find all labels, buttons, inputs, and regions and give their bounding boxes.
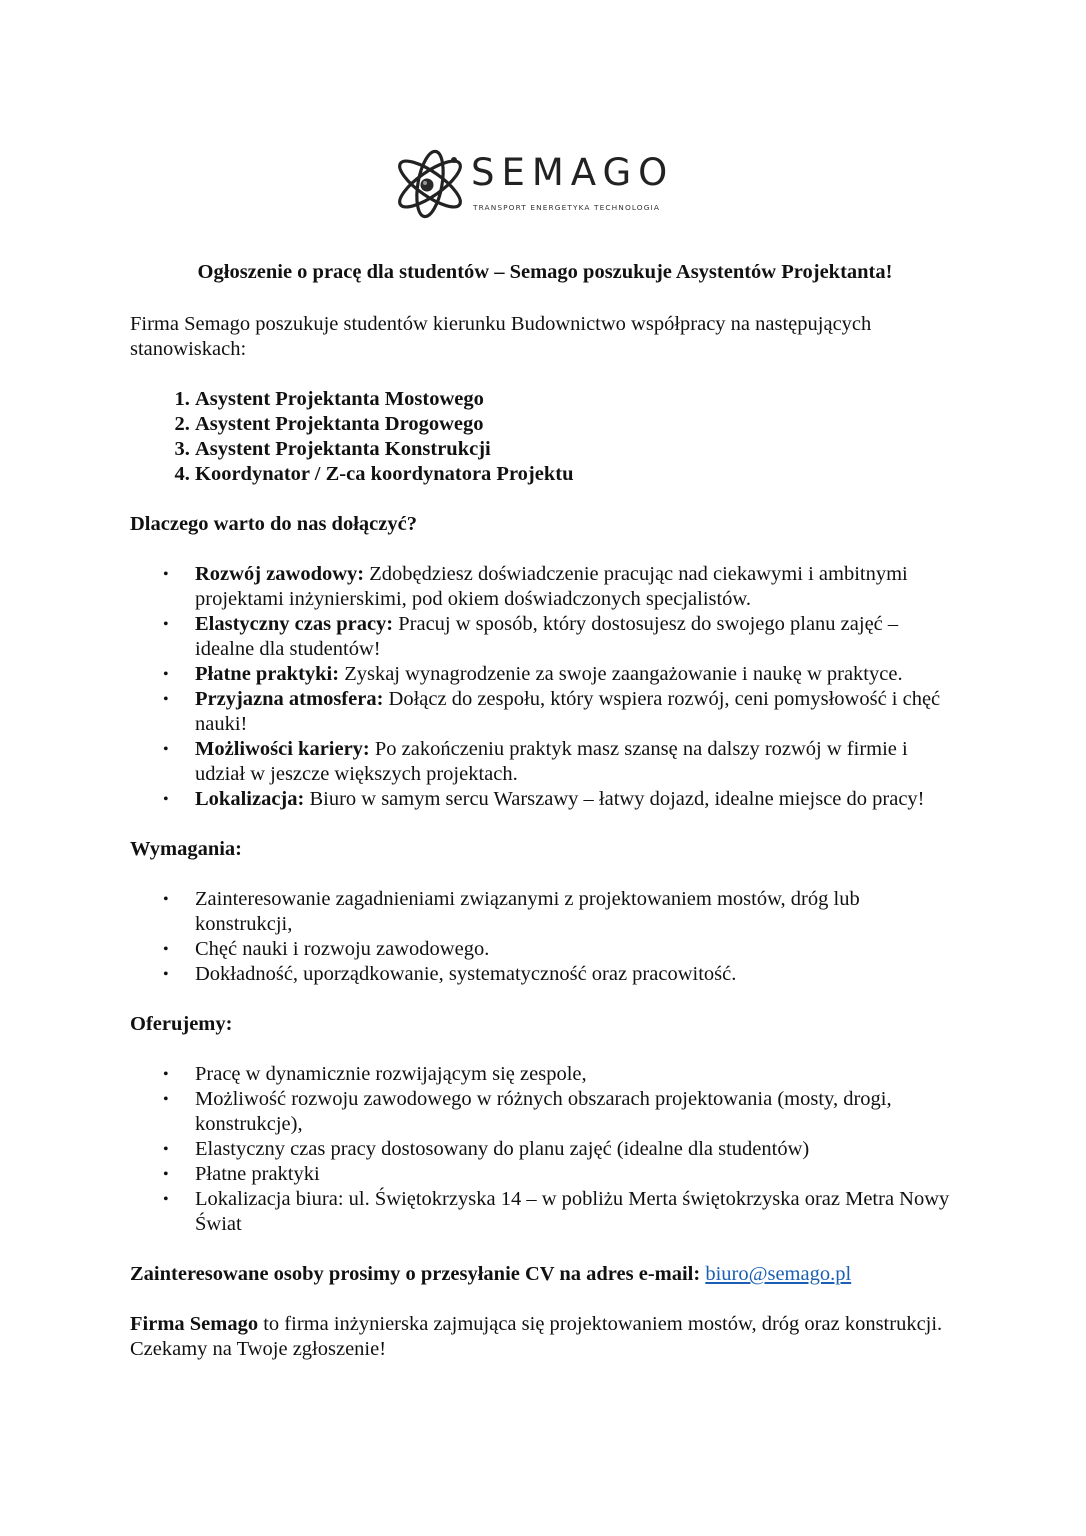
closing-paragraph	[130, 1312, 960, 1362]
offer-item	[130, 1062, 960, 1087]
position-item: 1. Asystent Projektanta Mostowego	[195, 387, 960, 412]
bullet-icon: •	[163, 791, 169, 808]
closing-text: to firma inżynierska zajmująca się projektowaniem mostów, dróg oraz konstrukcji. Czekamy na Twoje zgłoszenie!	[130, 1313, 943, 1360]
bullet-icon: •	[163, 666, 169, 683]
contact-paragraph	[130, 1262, 960, 1287]
why-item-lead: Płatne praktyki:	[195, 663, 340, 685]
requirement-text: Chęć nauki i rozwoju zawodowego.	[195, 938, 490, 960]
logo-wordmark: SEMAGO	[471, 151, 675, 194]
bullet-icon: •	[163, 616, 169, 633]
requirement-item	[130, 962, 960, 987]
why-item-lead: Lokalizacja:	[195, 788, 305, 810]
why-item-lead: Możliwości kariery:	[195, 738, 370, 760]
why-item-lead: Rozwój zawodowy:	[195, 563, 365, 585]
requirement-text: Zainteresowanie zagadnieniami związanymi z projektowaniem mostów, dróg lub konstrukcji,	[195, 888, 860, 935]
offer-item	[130, 1137, 960, 1162]
why-heading: Dlaczego warto do nas dołączyć?	[130, 513, 417, 535]
positions-list	[130, 387, 960, 487]
why-list	[130, 562, 960, 812]
why-item-text: Zdobędziesz doświadczenie pracując nad ciekawymi i ambitnymi projektami inżynierskimi, pod okiem doświadczonych specjalistów.	[195, 563, 908, 610]
why-item	[130, 612, 960, 662]
bullet-icon: •	[163, 966, 169, 983]
offer-text: Płatne praktyki	[195, 1163, 320, 1185]
intro-paragraph: Firma Semago poszukuje studentów kierunku Budownictwo współpracy na następujących stanowiskach:	[130, 313, 872, 360]
offer-heading: Oferujemy:	[130, 1013, 233, 1035]
why-item-text: Zyskaj wynagrodzenie za swoje zaangażowanie i naukę w praktyce.	[339, 663, 903, 685]
requirements-list	[130, 887, 960, 987]
position-item: 4. Koordynator / Z-ca koordynatora Projektu	[195, 462, 960, 487]
why-item-text: Biuro w samym sercu Warszawy – łatwy dojazd, idealne miejsce do pracy!	[304, 788, 925, 810]
requirement-item	[130, 937, 960, 962]
offer-item	[130, 1087, 960, 1137]
bullet-icon: •	[163, 941, 169, 958]
offer-item	[130, 1187, 960, 1237]
why-item-text: Po zakończeniu praktyk masz szansę na dalszy rozwój w firmie i udział w jeszcze większych projektach.	[195, 738, 908, 785]
bullet-icon: •	[163, 1141, 169, 1158]
contact-text: Zainteresowane osoby prosimy o przesyłanie CV na adres e-mail:	[130, 1263, 701, 1285]
bullet-icon: •	[163, 1066, 169, 1083]
bullet-icon: •	[163, 1166, 169, 1183]
company-logo	[392, 144, 682, 228]
page-title: Ogłoszenie o pracę dla studentów – Semago poszukuje Asystentów Projektanta!	[197, 261, 893, 283]
offer-item	[130, 1162, 960, 1187]
offer-text: Lokalizacja biura: ul. Świętokrzyska 14 – w pobliżu Merta świętokrzyska oraz Metra Nowy Świat	[195, 1188, 950, 1235]
bullet-icon: •	[163, 691, 169, 708]
bullet-icon: •	[163, 1191, 169, 1208]
bullet-icon: •	[163, 1091, 169, 1108]
bullet-icon: •	[163, 891, 169, 908]
offer-list	[130, 1062, 960, 1237]
email-link[interactable]: biuro@semago.pl	[705, 1263, 852, 1285]
requirement-item	[130, 887, 960, 937]
offer-text: Możliwość rozwoju zawodowego w różnych obszarach projektowania (mosty, drogi, konstrukcje),	[195, 1088, 892, 1135]
requirement-text: Dokładność, uporządkowanie, systematyczność oraz pracowitość.	[195, 963, 737, 985]
why-item-lead: Przyjazna atmosfera:	[195, 688, 384, 710]
why-item-text: Dołącz do zespołu, który wspiera rozwój, ceni pomysłowość i chęć nauki!	[195, 688, 941, 735]
why-item	[130, 662, 960, 687]
why-item	[130, 737, 960, 787]
bullet-icon: •	[163, 566, 169, 583]
requirements-heading: Wymagania:	[130, 838, 242, 860]
why-item-text: Pracuj w sposób, który dostosujesz do swojego planu zajęć – idealne dla studentów!	[195, 613, 899, 660]
why-item	[130, 787, 960, 812]
offer-text: Elastyczny czas pracy dostosowany do planu zajęć (idealne dla studentów)	[195, 1138, 810, 1160]
bullet-icon: •	[163, 741, 169, 758]
logo-tagline: TRANSPORT ENERGETYKA TECHNOLOGIA	[473, 203, 660, 212]
document-body	[130, 260, 960, 1362]
offer-text: Pracę w dynamicznie rozwijającym się zespole,	[195, 1063, 587, 1085]
why-item-lead: Elastyczny czas pracy:	[195, 613, 394, 635]
position-item: 2. Asystent Projektanta Drogowego	[195, 412, 960, 437]
closing-lead: Firma Semago	[130, 1313, 259, 1335]
why-item	[130, 562, 960, 612]
why-item	[130, 687, 960, 737]
position-item: 3. Asystent Projektanta Konstrukcji	[195, 437, 960, 462]
atom-logo-icon	[392, 144, 472, 228]
